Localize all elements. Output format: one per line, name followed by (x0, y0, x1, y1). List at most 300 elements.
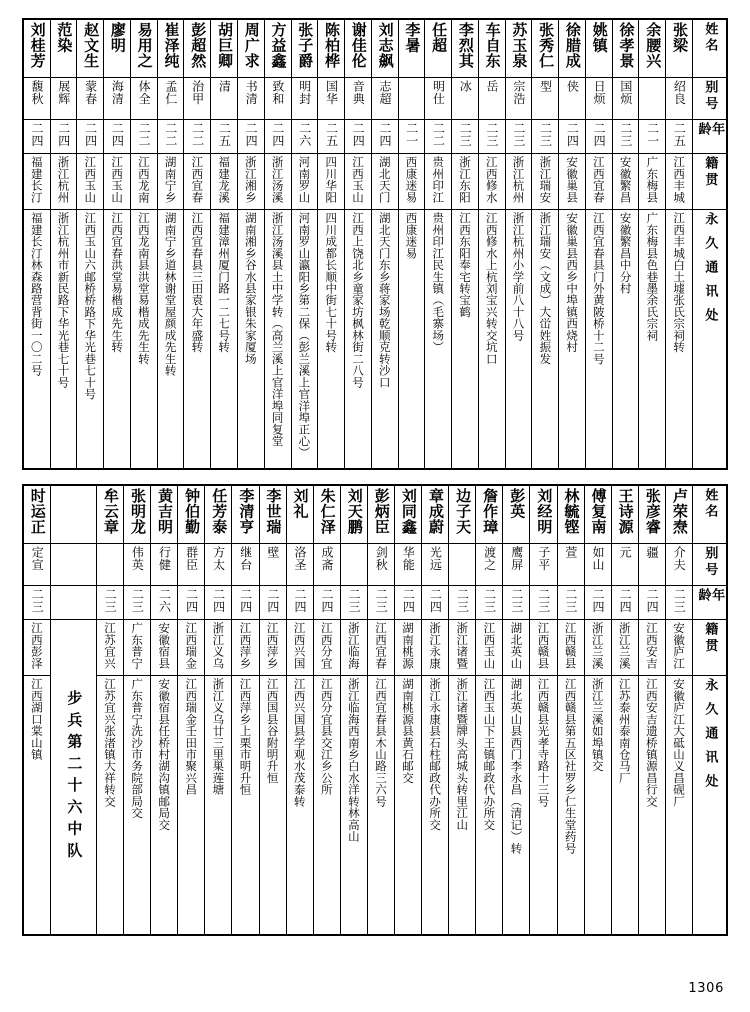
person-alias: 元 (612, 544, 638, 586)
table-row (231, 486, 258, 934)
person-age: 二三 (666, 586, 692, 620)
table-row (557, 486, 584, 934)
person-name: 钟伯勤 (178, 486, 204, 544)
table-row (502, 486, 529, 934)
person-name: 崔泽纯 (158, 20, 184, 78)
header-address: 永久通讯处 (702, 212, 718, 333)
person-alias: 书清 (238, 78, 264, 120)
person-origin: 安徽巢县 (559, 154, 585, 210)
person-name: 李烈其 (452, 20, 478, 78)
person-alias: 侠 (559, 78, 585, 120)
header-name: 姓名 (693, 20, 726, 78)
person-alias: 光远 (422, 544, 448, 586)
person-name: 章成蔚 (422, 486, 448, 544)
person-address: 江西玉山下王镇邮政代办所交 (482, 678, 497, 831)
person-age: 二四 (104, 120, 130, 154)
person-origin: 江西玉山 (104, 154, 130, 210)
table-row (611, 486, 638, 934)
person-origin: 江西萍乡 (232, 620, 258, 676)
table-row (210, 20, 237, 468)
person-age: 二四 (178, 586, 204, 620)
person-address: 江西国县谷附明升恒 (265, 678, 280, 784)
person-name: 李世瑞 (260, 486, 286, 544)
header-origin: 籍贯 (693, 154, 726, 210)
person-origin: 湖南桃源 (395, 620, 421, 676)
person-address: 浙江杭州市新民路下华光巷七十号 (56, 212, 71, 388)
person-alias: 渡之 (476, 544, 502, 586)
table-row (264, 20, 291, 468)
person-origin: 西康迷易 (399, 154, 425, 210)
person-alias (97, 544, 123, 586)
person-alias: 体全 (131, 78, 157, 120)
table-row (177, 486, 204, 934)
person-alias: 宗浩 (506, 78, 532, 120)
person-name: 李清亨 (232, 486, 258, 544)
table-row (558, 20, 585, 468)
person-address: 安徽庐江大砥山义昌砚厂 (671, 678, 686, 808)
unit-blank-name (51, 486, 96, 544)
table-row (237, 20, 264, 468)
person-alias: 展辉 (51, 78, 77, 120)
unit-designation: 步兵第二十六中队 (65, 690, 84, 864)
person-address: 湖北英山县西门李永昌（清记）转 (509, 678, 524, 854)
table-row (50, 20, 77, 468)
person-alias: 明封 (292, 78, 318, 120)
table-row (291, 20, 318, 468)
person-origin: 江西丰城 (666, 154, 692, 210)
person-address: 浙江兰溪如埠镇交 (590, 678, 605, 772)
person-origin: 河南罗山 (292, 154, 318, 210)
person-origin: 广东普宁 (124, 620, 150, 676)
header-origin: 籍贯 (693, 620, 726, 676)
person-alias: 如山 (585, 544, 611, 586)
table-row (317, 20, 344, 468)
person-address: 四川成都长顺中街七十号转 (324, 212, 339, 353)
person-alias: 华能 (395, 544, 421, 586)
person-name: 张梁 (666, 20, 692, 78)
person-alias: 剑秋 (368, 544, 394, 586)
person-address: 江苏宜兴张渚镇大祥转交 (103, 678, 118, 808)
person-origin: 福建长汀 (24, 154, 50, 210)
person-name: 谢佳伦 (345, 20, 371, 78)
person-name: 任芳泰 (205, 486, 231, 544)
person-alias: 伟英 (124, 544, 150, 586)
person-alias: 国华 (318, 78, 344, 120)
table-row (344, 20, 371, 468)
person-address: 浙江杭州小学前八十八号 (511, 212, 526, 342)
person-name: 王诗源 (612, 486, 638, 544)
table-row (424, 20, 451, 468)
page-number: 1306 (688, 981, 724, 996)
table-row (505, 20, 532, 468)
person-age: 二六 (292, 120, 318, 154)
person-address: 浙江义乌廿三里巣莲塘 (211, 678, 226, 796)
person-age: 二三 (368, 586, 394, 620)
person-origin: 湖北天门 (372, 154, 398, 210)
person-address: 江西玉山六邮桥桥路下华光巷七十号 (83, 212, 98, 400)
person-alias: 行健 (151, 544, 177, 586)
table-row (665, 486, 692, 934)
person-address: 江西安吉遗桥镇源昌行交 (644, 678, 659, 808)
person-name: 范染 (51, 20, 77, 78)
person-name: 张子爵 (292, 20, 318, 78)
person-alias: 壁 (260, 544, 286, 586)
person-address: 江西赣县光孝寺路十三号 (536, 678, 551, 808)
person-address: 浙江诸暨牌头高城头转里江山 (455, 678, 470, 831)
table-row (183, 20, 210, 468)
person-alias: 萱 (558, 544, 584, 586)
person-alias: 孟仁 (158, 78, 184, 120)
table-row (259, 486, 286, 934)
person-age: 二二 (158, 120, 184, 154)
person-origin: 江西彭泽 (24, 620, 50, 676)
person-origin: 江西瑞金 (178, 620, 204, 676)
person-age: 二四 (639, 586, 665, 620)
table1-header-column (692, 20, 726, 468)
person-address: 浙江临海西南乡白水洋转林高山 (346, 678, 361, 843)
table-row (638, 486, 665, 934)
person-alias: 馥秋 (24, 78, 50, 120)
table-row (76, 20, 103, 468)
person-address: 湖北天门东乡蒋家场乾顺克转沙口 (377, 212, 392, 388)
person-address: 江西宜春洪堂易楷成先生转 (110, 212, 125, 353)
person-name: 刘礼 (287, 486, 313, 544)
person-name: 傅复南 (585, 486, 611, 544)
person-age: 二三 (341, 586, 367, 620)
person-age: 二四 (205, 586, 231, 620)
person-address: 江西分宜县交江乡公所 (319, 678, 334, 796)
person-age: 二四 (51, 120, 77, 154)
person-name: 彭超然 (184, 20, 210, 78)
person-address: 江西瑞金壬田市聚兴昌 (184, 678, 199, 796)
person-origin: 安徽宿县 (151, 620, 177, 676)
person-alias: 型 (532, 78, 558, 120)
person-age: 二四 (77, 120, 103, 154)
person-name: 彭英 (503, 486, 529, 544)
unit-blank-age (51, 586, 96, 620)
person-origin: 江西龙南 (131, 154, 157, 210)
person-age: 二三 (532, 120, 558, 154)
table-row (24, 486, 50, 934)
person-name: 刘经明 (530, 486, 556, 544)
header-address: 永久通讯处 (702, 678, 718, 799)
person-address: 湖南宁乡道林谢堂屋颜成先生转 (163, 212, 178, 377)
person-address: 贵州印江民生镇（毛寨场） (431, 212, 446, 353)
person-address: 安徽巢县西乡中埠镇西烧村 (565, 212, 580, 353)
person-age: 二一 (639, 120, 665, 154)
person-age: 二三 (24, 586, 50, 620)
person-name: 廖明 (104, 20, 130, 78)
table-row (638, 20, 665, 468)
table-row (448, 486, 475, 934)
header-age: 年龄 (693, 120, 726, 154)
person-name: 张彦睿 (639, 486, 665, 544)
person-age: 二一 (399, 120, 425, 154)
person-age: 二四 (585, 586, 611, 620)
person-age: 二三 (530, 586, 556, 620)
person-address: 浙江瑞安（文成）大峃姓振发 (538, 212, 553, 365)
person-age: 二三 (97, 586, 123, 620)
person-name: 刘天鹏 (341, 486, 367, 544)
person-name: 黄吉明 (151, 486, 177, 544)
person-origin: 贵州印江 (425, 154, 451, 210)
person-alias (639, 78, 665, 120)
table-row (340, 486, 367, 934)
person-age: 二三 (558, 586, 584, 620)
person-alias: 治甲 (184, 78, 210, 120)
person-name: 张明龙 (124, 486, 150, 544)
person-age: 二四 (287, 586, 313, 620)
person-origin: 湖南宁乡 (158, 154, 184, 210)
person-address: 湖南桃源县黄石邮交 (401, 678, 416, 784)
person-alias: 志超 (372, 78, 398, 120)
person-origin: 浙江杭州 (506, 154, 532, 210)
person-address: 江西宜春县门外黄陂桥十二号 (591, 212, 606, 365)
person-name: 苏玉泉 (506, 20, 532, 78)
person-origin: 浙江兰溪 (612, 620, 638, 676)
person-address: 西康迷易 (404, 212, 419, 259)
table-row (286, 486, 313, 934)
person-alias: 群臣 (178, 544, 204, 586)
person-address: 福建长汀林森路营背街一〇二号 (29, 212, 44, 377)
person-address: 江西兴国县学观水茂泰转 (292, 678, 307, 808)
person-address: 江西湖口棠山镇 (29, 678, 44, 761)
person-age: 二三 (449, 586, 475, 620)
person-origin: 广东梅县 (639, 154, 665, 210)
person-name: 詹作璋 (476, 486, 502, 544)
person-alias: 疆 (639, 544, 665, 586)
person-alias: 音典 (345, 78, 371, 120)
table-row (478, 20, 505, 468)
person-origin: 江西宜春 (368, 620, 394, 676)
table-row (529, 486, 556, 934)
person-origin: 江苏宜兴 (97, 620, 123, 676)
person-name: 车自东 (479, 20, 505, 78)
person-alias: 蒙春 (77, 78, 103, 120)
person-origin: 江西玉山 (476, 620, 502, 676)
table-row (313, 486, 340, 934)
person-origin: 四川华阳 (318, 154, 344, 210)
person-age: 二四 (422, 586, 448, 620)
person-address: 安徽宿县任桥村湖沟镇邮局交 (157, 678, 172, 831)
person-origin: 江西修水 (479, 154, 505, 210)
person-name: 易用之 (131, 20, 157, 78)
person-alias: 岳 (479, 78, 505, 120)
person-alias: 鹰屏 (503, 544, 529, 586)
person-origin: 浙江诸暨 (449, 620, 475, 676)
table-row (585, 20, 612, 468)
table-row (451, 20, 478, 468)
person-name: 时运正 (24, 486, 50, 544)
person-address: 江西宜春县三田袁大年盛转 (190, 212, 205, 353)
person-address: 江西萍乡上栗市明升恒 (238, 678, 253, 796)
person-origin: 浙江杭州 (51, 154, 77, 210)
person-name: 姚镇 (586, 20, 612, 78)
person-alias (449, 544, 475, 586)
person-alias: 清 (211, 78, 237, 120)
person-name: 朱仁泽 (314, 486, 340, 544)
person-name: 彭炳臣 (368, 486, 394, 544)
person-age: 二三 (476, 586, 502, 620)
person-origin: 江西宜春 (184, 154, 210, 210)
person-origin: 浙江汤溪 (265, 154, 291, 210)
person-name: 卢荣焘 (666, 486, 692, 544)
person-address: 广东普宁洗沙市务院部局交 (130, 678, 145, 819)
person-alias: 致和 (265, 78, 291, 120)
person-name: 边子天 (449, 486, 475, 544)
person-alias: 介夫 (666, 544, 692, 586)
person-age: 二四 (238, 120, 264, 154)
table-row (665, 20, 692, 468)
person-age: 二四 (345, 120, 371, 154)
person-age: 二六 (151, 586, 177, 620)
person-address: 浙江永康县石柱邮政代办所交 (428, 678, 443, 831)
person-address: 江苏泰州泰南仓马厂 (617, 678, 632, 784)
table2-header-column (692, 486, 726, 934)
unit-blank-alias (51, 544, 96, 586)
person-origin: 江西赣县 (530, 620, 556, 676)
table-row (157, 20, 184, 468)
table-row (103, 20, 130, 468)
header-alias: 别号 (693, 78, 726, 120)
person-alias: 洛圣 (287, 544, 313, 586)
person-name: 徐孝景 (613, 20, 639, 78)
person-age: 二五 (318, 120, 344, 154)
person-alias (399, 78, 425, 120)
person-origin: 江西萍乡 (260, 620, 286, 676)
person-name: 刘志飙 (372, 20, 398, 78)
person-origin: 江西赣县 (558, 620, 584, 676)
person-age: 二四 (586, 120, 612, 154)
person-age: 二四 (612, 586, 638, 620)
roster-table-2 (22, 484, 728, 936)
table-row (123, 486, 150, 934)
header-age: 年龄 (693, 586, 726, 620)
person-alias (341, 544, 367, 586)
person-address: 江西龙南县洪堂易楷成先生转 (136, 212, 151, 365)
person-age: 二三 (613, 120, 639, 154)
person-age: 二三 (506, 120, 532, 154)
person-age: 二四 (232, 586, 258, 620)
person-name: 胡巨卿 (211, 20, 237, 78)
person-name: 任超 (425, 20, 451, 78)
person-age: 二四 (372, 120, 398, 154)
table-row (24, 20, 50, 468)
person-name: 周广求 (238, 20, 264, 78)
person-age: 二五 (211, 120, 237, 154)
person-name: 余腰兴 (639, 20, 665, 78)
person-alias: 绍良 (666, 78, 692, 120)
table-row (475, 486, 502, 934)
person-origin: 江西玉山 (77, 154, 103, 210)
person-name: 陈柏桦 (318, 20, 344, 78)
person-address: 湖南湘乡谷水县家银朱家厦场 (243, 212, 258, 365)
person-age: 二三 (479, 120, 505, 154)
person-name: 刘桂芳 (24, 20, 50, 78)
person-alias: 定宣 (24, 544, 50, 586)
person-origin: 浙江东阳 (452, 154, 478, 210)
person-origin: 浙江临海 (341, 620, 367, 676)
person-origin: 浙江湘乡 (238, 154, 264, 210)
person-name: 牟云章 (97, 486, 123, 544)
table-row (421, 486, 448, 934)
person-alias: 冰 (452, 78, 478, 120)
person-age: 二三 (124, 586, 150, 620)
person-origin: 浙江兰溪 (585, 620, 611, 676)
person-address: 广东梅县色巷墨余氏宗祠 (645, 212, 660, 342)
person-age: 二四 (559, 120, 585, 154)
person-origin: 江西兴国 (287, 620, 313, 676)
person-origin: 福建龙溪 (211, 154, 237, 210)
person-origin: 浙江永康 (422, 620, 448, 676)
person-age: 二五 (666, 120, 692, 154)
person-name: 李暑 (399, 20, 425, 78)
table-row (531, 20, 558, 468)
person-address: 江西修水上杭刘宝兴转交坑口 (484, 212, 499, 365)
person-age: 二四 (314, 586, 340, 620)
roster-table-1 (22, 18, 728, 470)
person-origin: 江西宜春 (586, 154, 612, 210)
person-alias: 子平 (530, 544, 556, 586)
person-age: 二三 (452, 120, 478, 154)
person-address: 浙江汤溪县土中学转（高兰溪上官洋埠同复堂 (270, 212, 285, 447)
person-name: 赵文生 (77, 20, 103, 78)
person-alias: 国烦 (613, 78, 639, 120)
person-alias: 日烦 (586, 78, 612, 120)
table-row (612, 20, 639, 468)
person-age: 二四 (265, 120, 291, 154)
person-origin: 江西安吉 (639, 620, 665, 676)
person-age: 二二 (425, 120, 451, 154)
person-name: 徐腊成 (559, 20, 585, 78)
person-age: 二三 (503, 586, 529, 620)
person-name: 张秀仁 (532, 20, 558, 78)
person-address: 江西东阳奉宅转宝鹤 (458, 212, 473, 318)
table-row (398, 20, 425, 468)
person-address: 福建漳州厦门路一二七号转 (217, 212, 232, 353)
person-origin: 江西分宜 (314, 620, 340, 676)
person-address: 江西丰城白土墟张氏宗祠转 (672, 212, 687, 353)
person-name: 刘同鑫 (395, 486, 421, 544)
person-address: 安徽繁昌中分村 (618, 212, 633, 295)
table-row (204, 486, 231, 934)
person-origin: 安徽庐江 (666, 620, 692, 676)
table-row (371, 20, 398, 468)
table-row (130, 20, 157, 468)
table-row (150, 486, 177, 934)
unit-column (50, 486, 96, 934)
person-address: 河南罗山瀛阳乡第二保（彭兰溪上官洋埠正心） (297, 212, 312, 459)
table-row (367, 486, 394, 934)
header-name: 姓名 (693, 486, 726, 544)
person-age: 二二 (131, 120, 157, 154)
person-address: 江西上饶北乡童家坊枫林街二八号 (350, 212, 365, 388)
table-row (394, 486, 421, 934)
person-alias: 继台 (232, 544, 258, 586)
person-name: 林毓铿 (558, 486, 584, 544)
table-row (96, 486, 123, 934)
person-origin: 浙江瑞安 (532, 154, 558, 210)
person-origin: 湖北英山 (503, 620, 529, 676)
person-origin: 江西玉山 (345, 154, 371, 210)
person-age: 二二 (184, 120, 210, 154)
person-origin: 浙江义乌 (205, 620, 231, 676)
person-alias: 明仕 (425, 78, 451, 120)
person-alias: 成斋 (314, 544, 340, 586)
person-age: 二四 (24, 120, 50, 154)
header-alias: 别号 (693, 544, 726, 586)
person-origin: 安徽繁昌 (613, 154, 639, 210)
